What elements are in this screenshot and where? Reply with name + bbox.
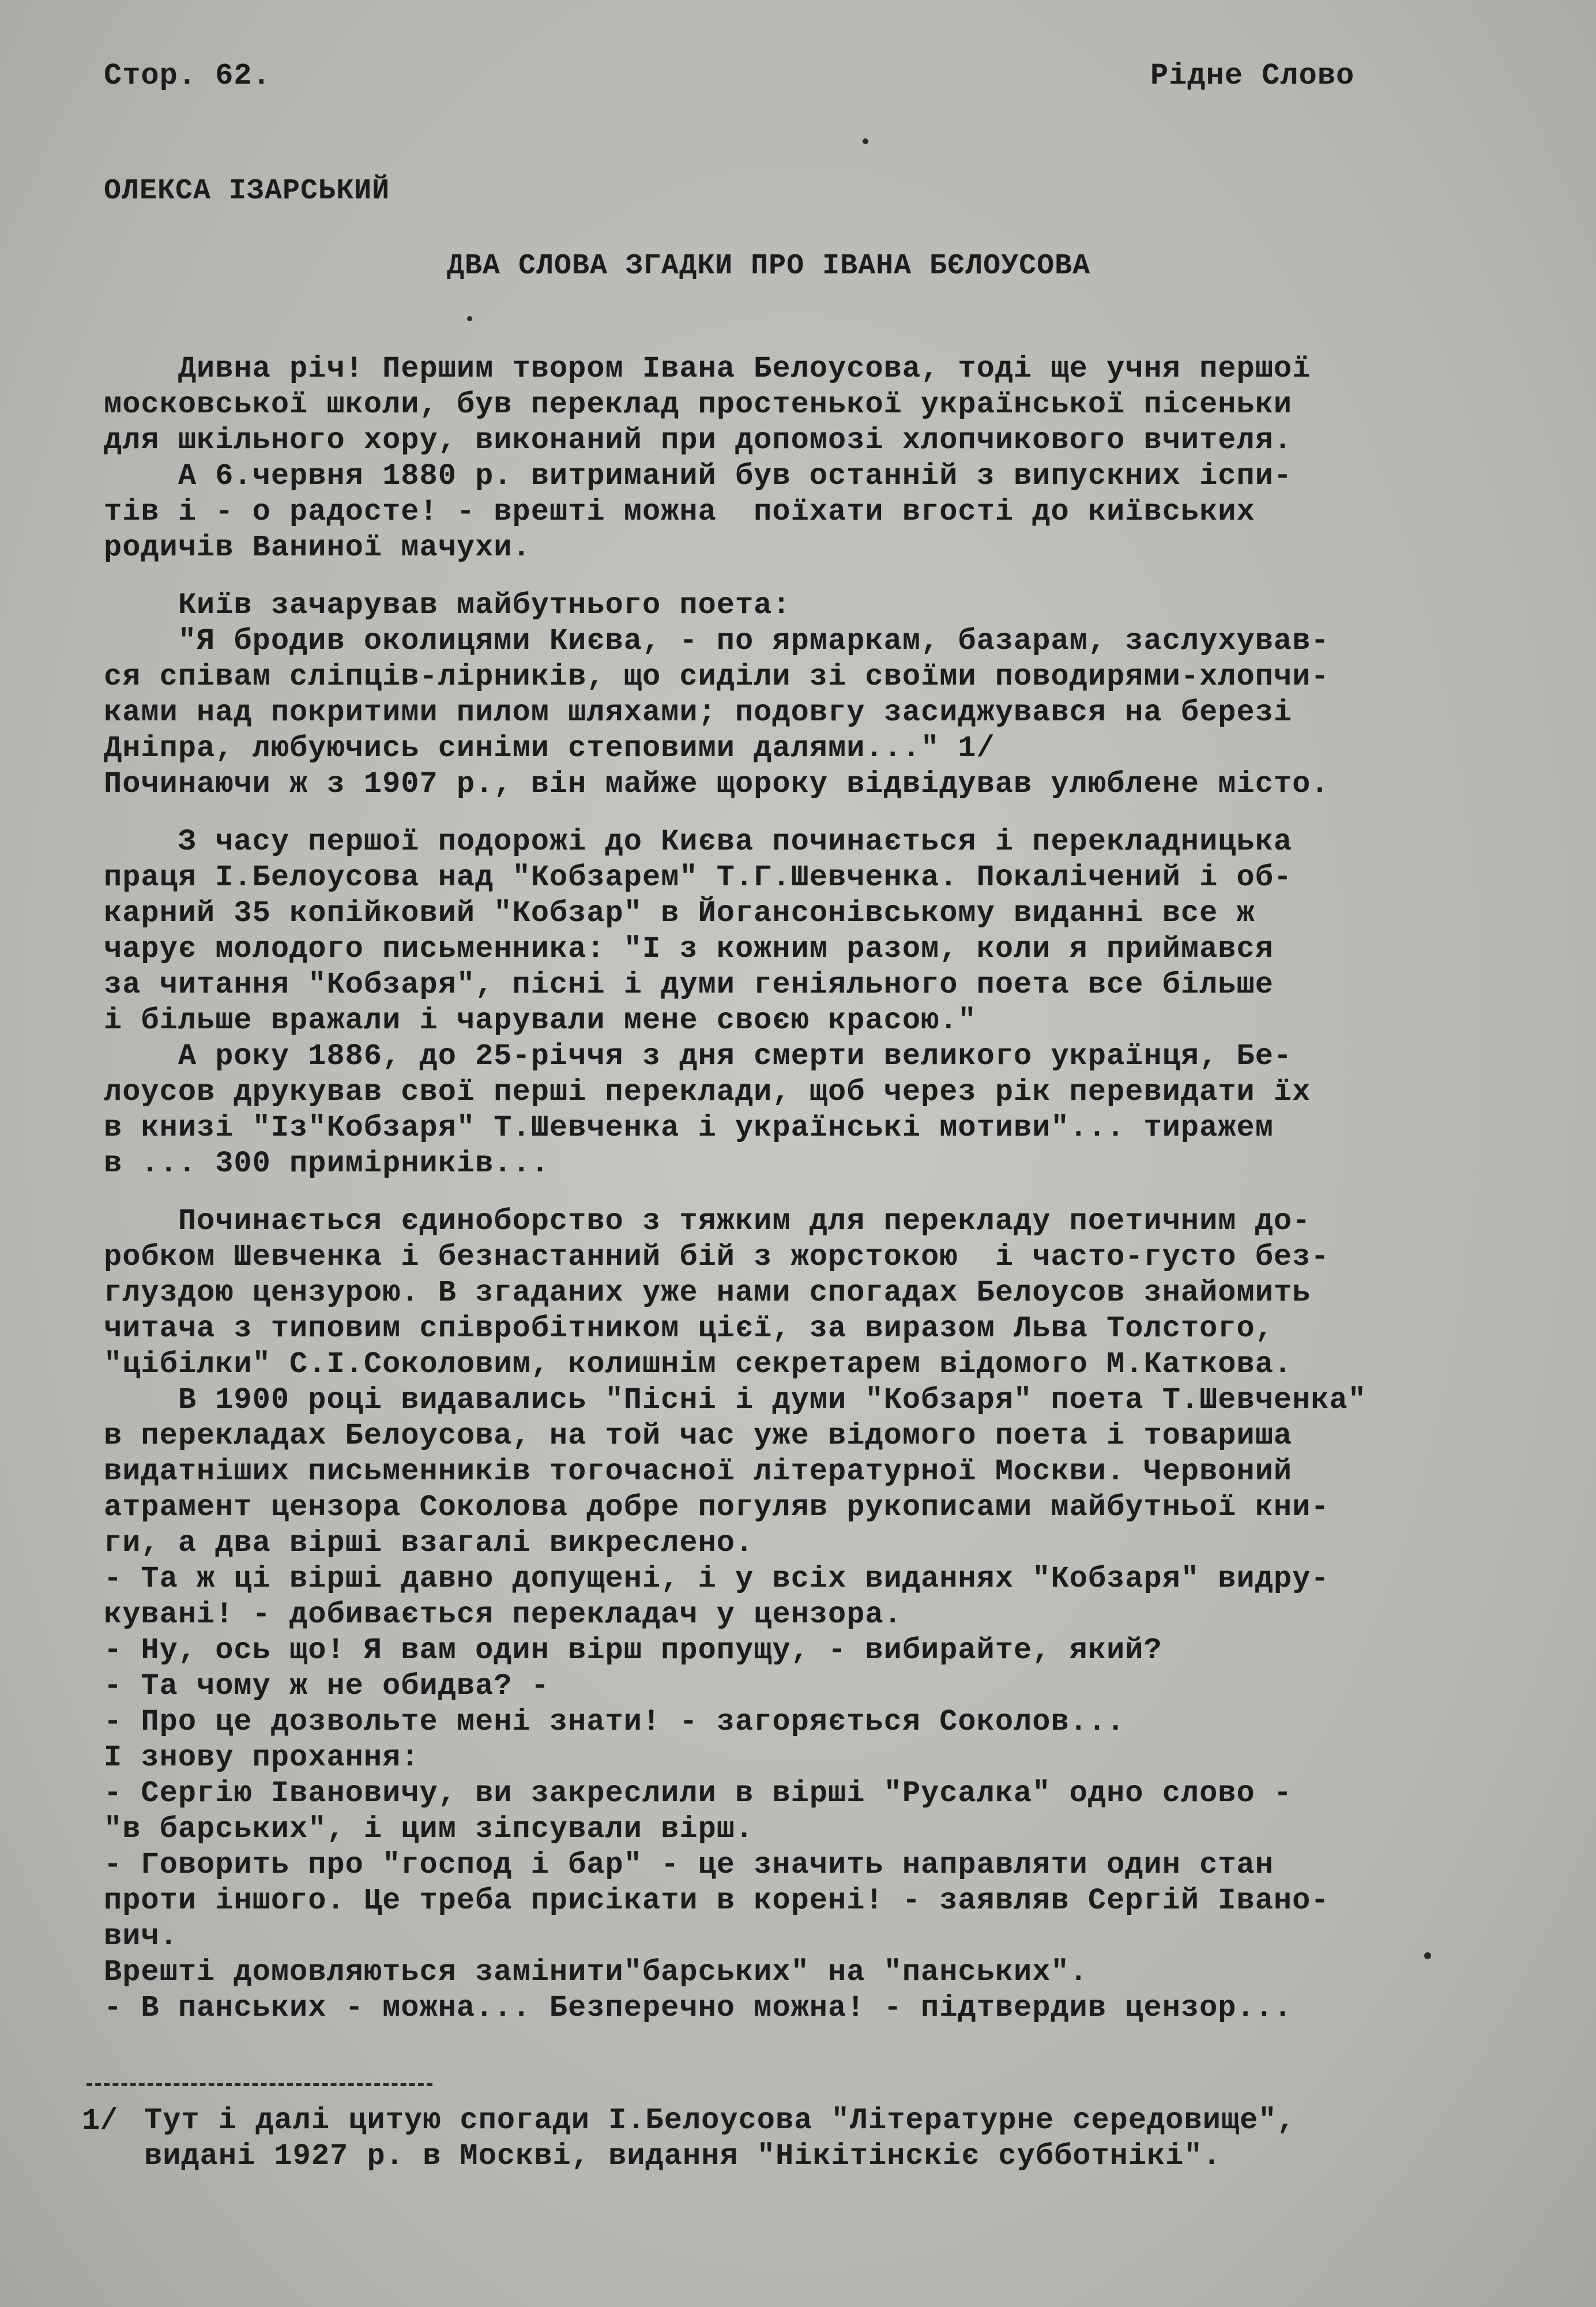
footnote-marker: 1/ [82,2104,118,2138]
body-line: "Я бродив околицями Києва, - по ярмаркам, базарам, заслухував- [104,624,1330,658]
body-line: тів і - о радосте! - врешті можна поїхати вгості до київських [104,495,1255,529]
body-line: за читання "Кобзаря", пісні і думи геніяльного поета все більше [104,968,1274,1002]
ink-speck [1424,1952,1431,1959]
body-line: ся співам сліпців-лірників, що сиділи зі своїми поводирями-хлопчи- [104,660,1330,694]
body-line: - Говорить про "господ і бар" - це значить направляти один стан [104,1848,1274,1882]
body-line: - Про це дозвольте мені знати! - загоряється Соколов... [104,1705,1126,1739]
body-line: карний 35 копійковий "Кобзар" в Йогансонівському виданні все ж [104,896,1255,930]
body-line: - Сергію Івановичу, ви закреслили в вірші "Русалка" одно слово - [104,1776,1293,1810]
body-line: Дніпра, любуючись синіми степовими далями..." 1/ [104,731,995,765]
author-name: ОЛЕКСА ІЗАРСЬКИЙ [104,175,390,208]
body-line: Починається єдиноборство з тяжким для перекладу поетичним до- [104,1204,1311,1238]
body-line: Дивна річ! Першим твором Івана Белоусова, тоді ще учня першої [104,352,1311,386]
body-line: робком Шевченка і безнастанний бій з жорстокою і часто-густо без- [104,1240,1330,1274]
ink-speck [863,138,868,144]
body-line: в перекладах Белоусова, на той час уже відомого поета і товариша [104,1419,1293,1453]
body-line: глуздою цензурою. В згаданих уже нами спогадах Белоусов знайомить [104,1276,1311,1310]
ink-speck [467,316,472,321]
body-line: родичів Ваниної мачухи. [104,531,531,565]
journal-name: Рідне Слово [1150,59,1355,93]
article-title: ДВА СЛОВА ЗГАДКИ ПРО ІВАНА БЄЛОУСОВА [447,250,1091,283]
body-line: в книзі "Із"Кобзаря" Т.Шевченка і українські мотиви"... тиражем [104,1111,1274,1145]
body-line: читача з типовим співробітником цієї, за виразом Льва Толстого, [104,1312,1274,1346]
body-line: ками над покритими пилом шляхами; подовгу засиджувався на березі [104,696,1293,730]
body-line: лоусов друкував свої перші переклади, щоб через рік перевидати їх [104,1075,1311,1109]
body-line: Починаючи ж з 1907 р., він майже щороку відвідував улюблене місто. [104,767,1330,801]
body-line: атрамент цензора Соколова добре погуляв рукописами майбутньої кни- [104,1490,1330,1524]
body-line: В 1900 році видавались "Пісні і думи "Кобзаря" поета Т.Шевченка" [104,1383,1367,1417]
body-line: Київ зачарував майбутнього поета: [104,588,791,622]
body-line: кувані! - добивається перекладач у цензора. [104,1598,902,1632]
footnote-line: видані 1927 р. в Москві, видання "Нікітінскіє субботнікі". [144,2139,1221,2173]
body-line: "цібілки" С.І.Соколовим, колишнім секретарем відомого М.Каткова. [104,1347,1293,1381]
body-line: чарує молодого письменника: "І з кожним разом, коли я приймався [104,932,1274,966]
body-line: і більше вражали і чарували мене своєю красою." [104,1004,977,1038]
page-number: Стор. 62. [104,59,271,93]
body-line: І знову прохання: [104,1741,420,1775]
body-line: вич. [104,1919,178,1953]
body-line: Врешті домовляються замінити"барських" на "панських". [104,1955,1088,1989]
body-line: З часу першої подорожі до Києва починається і перекладницька [104,825,1293,859]
body-line: "в барських", і цим зіпсували вірш. [104,1812,754,1846]
body-line: ги, а два вірші взагалі викреслено. [104,1526,754,1560]
body-line: московської школи, був переклад простенької української пісеньки [104,388,1293,422]
body-line: праця І.Белоусова над "Кобзарем" Т.Г.Шевченка. Покалічений і об- [104,861,1293,895]
body-line: - Та ж ці вірші давно допущені, і у всіх виданнях "Кобзаря" видру- [104,1562,1330,1596]
footnote-line: Тут і далі цитую спогади І.Белоусова "Літературне середовище", [144,2103,1296,2137]
body-line: - Та чому ж не обидва? - [104,1669,549,1703]
body-line: - В панських - можна... Безперечно можна! - підтвердив цензор... [104,1991,1293,2025]
footnote-divider [86,2083,432,2086]
body-line: проти іншого. Це треба присікати в корені! - заявляв Сергій Івано- [104,1884,1330,1918]
body-line: - Ну, ось що! Я вам один вірш пропущу, - вибирайте, який? [104,1633,1162,1667]
body-line: А 6.червня 1880 р. витриманий був останній з випускних іспи- [104,459,1293,493]
body-line: для шкільного хору, виконаний при допомозі хлопчикового вчителя. [104,423,1293,457]
body-line: видатніших письменників тогочасної літературної Москви. Червоний [104,1455,1293,1489]
body-line: в ... 300 примірників... [104,1147,549,1181]
body-line: А року 1886, до 25-річчя з дня смерти великого українця, Бе- [104,1039,1293,1073]
